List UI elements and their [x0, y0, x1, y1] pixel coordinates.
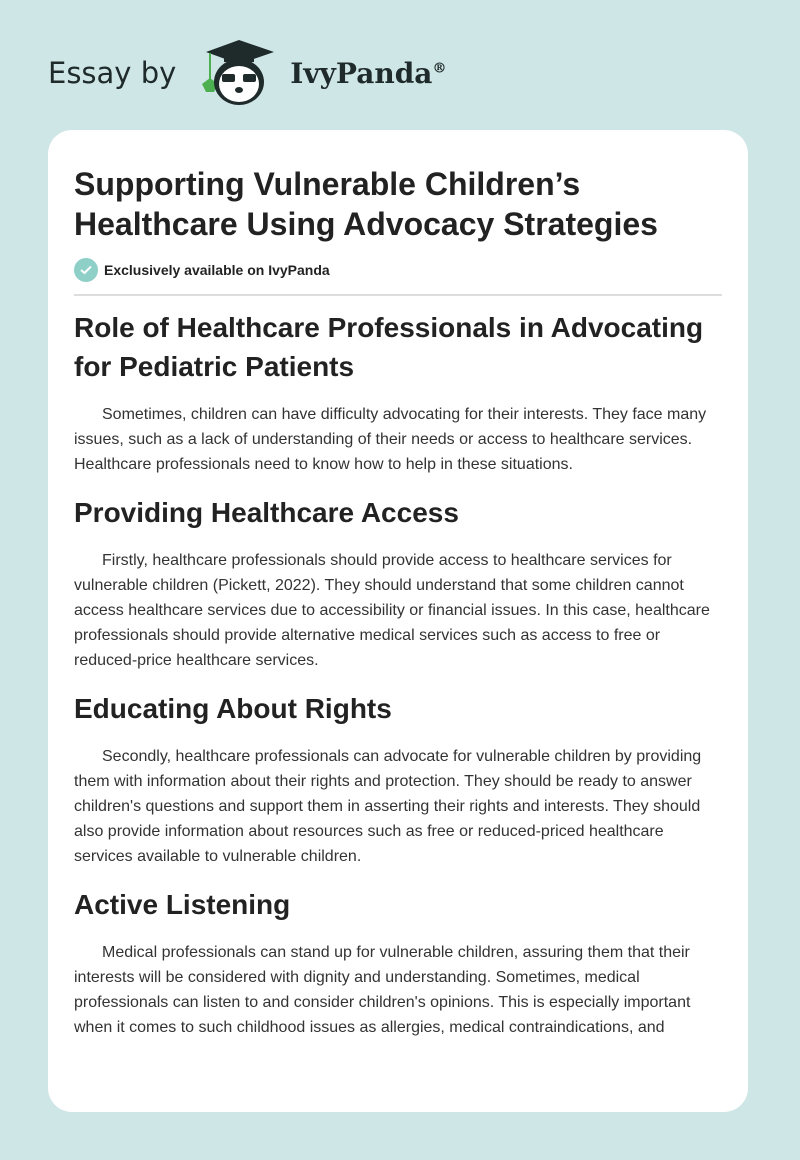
exclusive-badge [74, 258, 722, 282]
section-heading: Role of Healthcare Professionals in Advocating for Pediatric Patients [74, 312, 704, 382]
check-icon [74, 258, 98, 282]
section-paragraph: Medical professionals can stand up for vulnerable children, assuring them that their interests will be considered with dignity and understanding. Sometimes, medical professionals can listen to and consider children's opinions. This is especially important when it comes to such childhood issues as allergies, medical contraindications, and [74, 944, 691, 1036]
section-heading: Educating About Rights [74, 693, 392, 724]
badge-label: Exclusively available on IvyPanda [104, 262, 330, 278]
section-heading: Providing Healthcare Access [74, 497, 459, 528]
divider [74, 294, 722, 296]
section-3 [74, 885, 722, 1040]
section-paragraph: Secondly, healthcare professionals can advocate for vulnerable children by providing them with information about their rights and protection. They should be ready to answer children's questions and support them in asserting their rights and interests. They should also provide information about resources such as free or reduced-priced healthcare services available to vulnerable children. [74, 748, 702, 865]
ivypanda-logo-icon[interactable] [194, 38, 284, 108]
essay-card [48, 130, 748, 1112]
site-header [48, 38, 446, 108]
essay-title: Supporting Vulnerable Children’s Healthcare Using Advocacy Strategies [74, 166, 658, 242]
section-paragraph: Sometimes, children can have difficulty advocating for their interests. They face many issues, such as a lack of understanding of their needs or access to healthcare services. Healthcare professionals need to know how to help in these situations. [74, 406, 707, 473]
section-0 [74, 308, 722, 477]
section-1 [74, 493, 722, 673]
section-heading: Active Listening [74, 889, 291, 920]
essay-by-label: Essay by [48, 56, 177, 90]
section-paragraph: Firstly, healthcare professionals should provide access to healthcare services for vulnerable children (Pickett, 2022). They should understand that some children cannot access healthcare services due to accessibility or financial issues. In this case, healthcare professionals should provide alternative medical services such as access to free or reduced-price healthcare services. [74, 552, 710, 669]
section-2 [74, 689, 722, 869]
brand-name[interactable]: IvyPanda® [290, 56, 447, 90]
